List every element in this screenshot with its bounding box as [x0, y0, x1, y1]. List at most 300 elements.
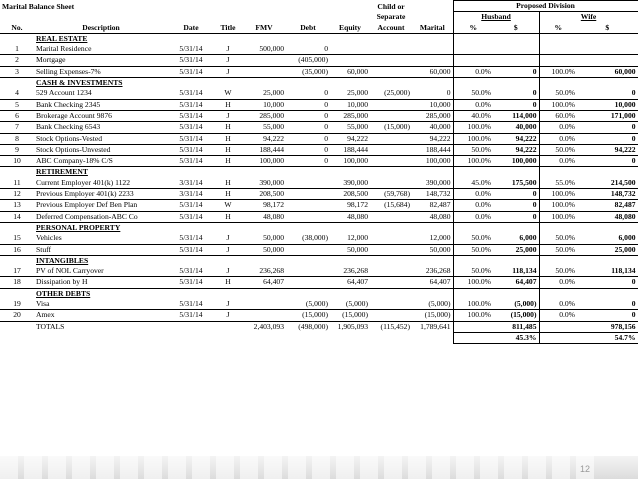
row-husband-pct: 100.0% — [453, 299, 493, 310]
row-title: H — [214, 133, 242, 144]
row-title: H — [214, 156, 242, 167]
row-wife-pct: 100.0% — [539, 200, 577, 211]
percent-row — [0, 332, 638, 343]
row-fmv: 50,000 — [242, 244, 286, 255]
row-debt: 0 — [286, 44, 330, 55]
row-number: 1 — [0, 44, 34, 55]
row-title: J — [214, 233, 242, 244]
row-title: H — [214, 122, 242, 133]
row-date: 5/31/14 — [168, 122, 214, 133]
row-debt: 0 — [286, 144, 330, 155]
row-description: 529 Account 1234 — [34, 88, 168, 99]
row-number: 11 — [0, 178, 34, 189]
row-husband-pct: 50.0% — [453, 266, 493, 277]
row-title: H — [214, 178, 242, 189]
row-separate-account — [370, 178, 412, 189]
totals-wife-amount: 978,156 — [577, 321, 638, 332]
row-separate-account — [370, 110, 412, 121]
section-heading: RETIREMENT — [36, 167, 88, 177]
row-title: J — [214, 66, 242, 77]
row-husband-pct: 50.0% — [453, 244, 493, 255]
table-row — [0, 110, 638, 121]
row-description: Bank Checking 2345 — [34, 99, 168, 110]
row-wife-pct: 0.0% — [539, 122, 577, 133]
table-row — [0, 299, 638, 310]
row-separate-account: (59,768) — [370, 189, 412, 200]
row-title: H — [214, 99, 242, 110]
row-husband-pct: 50.0% — [453, 88, 493, 99]
row-description: Deferred Compensation-ABC Co — [34, 211, 168, 222]
row-date: 5/31/14 — [168, 66, 214, 77]
row-debt — [286, 200, 330, 211]
row-marital: (5,000) — [412, 299, 453, 310]
header-title: Title — [214, 23, 242, 34]
header-no: No. — [0, 23, 34, 34]
row-separate-account — [370, 244, 412, 255]
row-husband-amount: 94,222 — [493, 144, 539, 155]
row-marital: 285,000 — [412, 110, 453, 121]
row-husband-amount: 40,000 — [493, 122, 539, 133]
table-row — [0, 122, 638, 133]
row-date: 5/31/14 — [168, 144, 214, 155]
row-wife-amount — [577, 44, 638, 55]
row-fmv: 208,500 — [242, 189, 286, 200]
totals-equity: 1,905,093 — [337, 322, 369, 332]
row-separate-account — [370, 211, 412, 222]
header-fmv: FMV — [242, 23, 286, 34]
row-marital: 100,000 — [412, 156, 453, 167]
row-fmv — [242, 66, 286, 77]
row-date: 5/31/14 — [168, 277, 214, 288]
header-wife-pct: % — [539, 23, 577, 34]
row-marital: 40,000 — [412, 122, 453, 133]
row-debt: (38,000) — [286, 233, 330, 244]
sheet-title: Marital Balance Sheet — [2, 1, 75, 11]
row-title: J — [214, 266, 242, 277]
row-wife-amount: 0 — [577, 122, 638, 133]
table-row — [0, 178, 638, 189]
totals-marital: 1,789,641 — [412, 321, 453, 332]
row-separate-account — [370, 66, 412, 77]
row-husband-pct: 0.0% — [453, 189, 493, 200]
row-number: 10 — [0, 156, 34, 167]
header-separate: Separate — [376, 12, 406, 22]
row-husband-amount: 94,222 — [493, 133, 539, 144]
row-number: 9 — [0, 144, 34, 155]
row-husband-amount: 0 — [493, 200, 539, 211]
row-number: 4 — [0, 88, 34, 99]
row-fmv: 55,000 — [242, 122, 286, 133]
row-number: 19 — [0, 299, 34, 310]
row-marital: 10,000 — [412, 99, 453, 110]
table-row — [0, 133, 638, 144]
row-fmv: 48,080 — [242, 211, 286, 222]
row-fmv: 100,000 — [242, 156, 286, 167]
row-description: Vehicles — [34, 233, 168, 244]
row-title: W — [214, 200, 242, 211]
row-separate-account — [370, 44, 412, 55]
header-marital: Marital — [412, 23, 453, 34]
wife-percent: 54.7% — [539, 332, 638, 343]
row-husband-amount — [493, 55, 539, 66]
section-heading: CASH & INVESTMENTS — [36, 78, 123, 88]
row-equity: 100,000 — [330, 156, 370, 167]
row-marital: 0 — [412, 88, 453, 99]
section-heading: REAL ESTATE — [36, 33, 88, 43]
totals-husband-amount: 811,485 — [493, 321, 539, 332]
row-wife-pct: 0.0% — [539, 133, 577, 144]
row-debt — [286, 189, 330, 200]
row-separate-account — [370, 266, 412, 277]
row-date: 5/31/14 — [168, 110, 214, 121]
header-debt: Debt — [286, 23, 330, 34]
row-marital: 94,222 — [412, 133, 453, 144]
row-date: 3/31/14 — [168, 189, 214, 200]
row-separate-account — [370, 310, 412, 321]
row-equity: 64,407 — [330, 277, 370, 288]
row-marital: 188,444 — [412, 144, 453, 155]
row-debt: 0 — [286, 122, 330, 133]
table-row — [0, 156, 638, 167]
row-husband-amount: 100,000 — [493, 156, 539, 167]
section-heading-row — [0, 255, 638, 266]
row-equity: 10,000 — [330, 99, 370, 110]
row-equity: 48,080 — [330, 211, 370, 222]
header-husband-amount: $ — [493, 23, 539, 34]
sheet-body — [0, 1, 638, 34]
row-husband-pct: 45.0% — [453, 178, 493, 189]
row-wife-pct: 0.0% — [539, 277, 577, 288]
row-debt: 0 — [286, 88, 330, 99]
row-equity: 208,500 — [330, 189, 370, 200]
row-husband-pct: 0.0% — [453, 66, 493, 77]
table-row — [0, 88, 638, 99]
row-description: Previous Employer 401(k) 2233 — [34, 189, 168, 200]
header-wife: Wife — [539, 12, 638, 23]
row-fmv: 390,000 — [242, 178, 286, 189]
row-wife-pct: 55.0% — [539, 178, 577, 189]
row-description: Dissipation by H — [34, 277, 168, 288]
row-husband-amount: (5,000) — [493, 299, 539, 310]
section-heading: INTANGIBLES — [36, 255, 89, 265]
row-marital — [412, 55, 453, 66]
row-marital: 48,080 — [412, 211, 453, 222]
header-equity: Equity — [330, 23, 370, 34]
row-number: 2 — [0, 55, 34, 66]
row-title: H — [214, 144, 242, 155]
row-date: 5/31/14 — [168, 244, 214, 255]
row-date: 5/31/14 — [168, 266, 214, 277]
row-separate-account — [370, 144, 412, 155]
row-husband-pct: 100.0% — [453, 277, 493, 288]
row-description: Visa — [34, 299, 168, 310]
row-wife-pct: 50.0% — [539, 266, 577, 277]
row-husband-amount: (15,000) — [493, 310, 539, 321]
totals-row — [0, 321, 638, 332]
row-husband-pct: 0.0% — [453, 211, 493, 222]
row-wife-pct: 50.0% — [539, 244, 577, 255]
row-wife-amount: 6,000 — [577, 233, 638, 244]
row-husband-pct: 0.0% — [453, 99, 493, 110]
row-wife-amount: 94,222 — [577, 144, 638, 155]
row-description: Brokerage Account 9876 — [34, 110, 168, 121]
row-equity — [330, 55, 370, 66]
row-husband-pct: 50.0% — [453, 233, 493, 244]
row-wife-amount: 171,000 — [577, 110, 638, 121]
row-wife-pct: 100.0% — [539, 189, 577, 200]
row-description: PV of NOL Carryover — [34, 266, 168, 277]
row-date: 3/31/14 — [168, 178, 214, 189]
row-husband-amount — [493, 44, 539, 55]
row-equity: 60,000 — [330, 66, 370, 77]
row-wife-amount: 214,500 — [577, 178, 638, 189]
row-wife-amount: 82,487 — [577, 200, 638, 211]
row-husband-amount: 25,000 — [493, 244, 539, 255]
row-equity — [330, 44, 370, 55]
table-row — [0, 277, 638, 288]
row-title: J — [214, 55, 242, 66]
section-heading: PERSONAL PROPERTY — [36, 222, 121, 232]
row-date: 5/31/14 — [168, 99, 214, 110]
section-heading-row — [0, 33, 638, 44]
row-equity: 285,000 — [330, 110, 370, 121]
row-marital: 50,000 — [412, 244, 453, 255]
row-wife-amount: 0 — [577, 299, 638, 310]
row-separate-account — [370, 55, 412, 66]
row-description: Stock Options-Unvested — [34, 144, 168, 155]
row-husband-pct: 100.0% — [453, 122, 493, 133]
row-debt: 0 — [286, 133, 330, 144]
row-separate-account: (15,000) — [370, 122, 412, 133]
row-husband-amount: 0 — [493, 66, 539, 77]
row-description: Current Employer 401(k) 1122 — [34, 178, 168, 189]
header-proposed-division: Proposed Division — [453, 1, 638, 12]
row-husband-amount: 0 — [493, 211, 539, 222]
section-heading-row — [0, 78, 638, 89]
row-number: 5 — [0, 99, 34, 110]
row-debt: (15,000) — [286, 310, 330, 321]
row-husband-amount: 118,134 — [493, 266, 539, 277]
row-debt — [286, 244, 330, 255]
row-wife-pct: 100.0% — [539, 66, 577, 77]
header-account: Account — [370, 23, 412, 34]
row-fmv: 236,268 — [242, 266, 286, 277]
row-debt: (405,000) — [286, 55, 330, 66]
row-title: H — [214, 211, 242, 222]
section-heading-row — [0, 167, 638, 178]
row-number: 20 — [0, 310, 34, 321]
table-row — [0, 244, 638, 255]
row-equity: 12,000 — [330, 233, 370, 244]
table-row — [0, 266, 638, 277]
row-wife-pct — [539, 55, 577, 66]
row-fmv — [242, 310, 286, 321]
row-description: Bank Checking 6543 — [34, 122, 168, 133]
header-husband-pct: % — [453, 23, 493, 34]
row-husband-pct: 50.0% — [453, 144, 493, 155]
row-wife-pct: 0.0% — [539, 156, 577, 167]
row-husband-amount: 175,500 — [493, 178, 539, 189]
row-husband-pct: 100.0% — [453, 133, 493, 144]
row-date: 5/31/14 — [168, 310, 214, 321]
row-debt: 0 — [286, 99, 330, 110]
row-wife-amount: 0 — [577, 133, 638, 144]
row-equity: (15,000) — [330, 310, 370, 321]
row-wife-pct: 0.0% — [539, 310, 577, 321]
row-husband-amount: 64,407 — [493, 277, 539, 288]
row-husband-pct: 100.0% — [453, 310, 493, 321]
row-number: 17 — [0, 266, 34, 277]
row-number: 12 — [0, 189, 34, 200]
row-separate-account — [370, 299, 412, 310]
row-title: J — [214, 310, 242, 321]
row-date: 5/31/14 — [168, 211, 214, 222]
row-marital: 12,000 — [412, 233, 453, 244]
section-heading-row — [0, 288, 638, 299]
totals-label: TOTALS — [36, 322, 65, 332]
row-husband-amount: 114,000 — [493, 110, 539, 121]
row-separate-account — [370, 277, 412, 288]
row-debt — [286, 277, 330, 288]
husband-percent: 45.3% — [453, 332, 539, 343]
row-debt: 0 — [286, 110, 330, 121]
row-number: 3 — [0, 66, 34, 77]
totals-fmv: 2,403,093 — [253, 322, 285, 332]
row-debt — [286, 266, 330, 277]
row-wife-pct: 60.0% — [539, 110, 577, 121]
row-husband-amount: 6,000 — [493, 233, 539, 244]
row-wife-pct: 100.0% — [539, 211, 577, 222]
table-row — [0, 55, 638, 66]
row-equity: 50,000 — [330, 244, 370, 255]
row-equity: (5,000) — [330, 299, 370, 310]
row-fmv: 25,000 — [242, 88, 286, 99]
row-number: 16 — [0, 244, 34, 255]
row-wife-amount: 10,000 — [577, 99, 638, 110]
row-marital: 60,000 — [412, 66, 453, 77]
row-debt: 0 — [286, 156, 330, 167]
row-wife-pct: 50.0% — [539, 144, 577, 155]
table-row — [0, 144, 638, 155]
totals-debt: (498,000) — [298, 322, 329, 332]
row-marital: 82,487 — [412, 200, 453, 211]
row-title: J — [214, 110, 242, 121]
page-number: 12 — [580, 464, 591, 474]
row-husband-amount: 0 — [493, 189, 539, 200]
row-equity: 390,000 — [330, 178, 370, 189]
row-fmv: 98,172 — [242, 200, 286, 211]
row-title: H — [214, 277, 242, 288]
table-row — [0, 99, 638, 110]
row-wife-pct: 50.0% — [539, 88, 577, 99]
row-fmv: 64,407 — [242, 277, 286, 288]
row-fmv: 10,000 — [242, 99, 286, 110]
table-row — [0, 44, 638, 55]
row-description: Stuff — [34, 244, 168, 255]
row-equity: 98,172 — [330, 200, 370, 211]
table-row — [0, 233, 638, 244]
bottom-fade — [0, 456, 638, 479]
header-child-or: Child or — [377, 1, 405, 11]
row-fmv: 188,444 — [242, 144, 286, 155]
row-date: 5/31/14 — [168, 88, 214, 99]
row-husband-pct — [453, 44, 493, 55]
row-separate-account: (15,684) — [370, 200, 412, 211]
header-husband: Husband — [453, 12, 539, 23]
row-equity: 94,222 — [330, 133, 370, 144]
row-fmv: 50,000 — [242, 233, 286, 244]
row-husband-pct: 0.0% — [453, 200, 493, 211]
row-husband-pct: 100.0% — [453, 156, 493, 167]
row-marital: 148,732 — [412, 189, 453, 200]
header-date: Date — [168, 23, 214, 34]
table-row — [0, 200, 638, 211]
row-husband-pct: 40.0% — [453, 110, 493, 121]
row-husband-amount: 0 — [493, 88, 539, 99]
table-row — [0, 66, 638, 77]
row-wife-amount: 0 — [577, 310, 638, 321]
row-date: 5/31/14 — [168, 299, 214, 310]
row-description: Stock Options-Vested — [34, 133, 168, 144]
row-wife-pct — [539, 44, 577, 55]
row-debt — [286, 211, 330, 222]
row-wife-amount: 0 — [577, 277, 638, 288]
section-heading: OTHER DEBTS — [36, 288, 91, 298]
row-equity: 25,000 — [330, 88, 370, 99]
row-number: 15 — [0, 233, 34, 244]
row-wife-amount: 148,732 — [577, 189, 638, 200]
row-number: 13 — [0, 200, 34, 211]
row-title: J — [214, 299, 242, 310]
row-date: 5/31/14 — [168, 133, 214, 144]
row-date: 5/31/14 — [168, 156, 214, 167]
row-marital: 236,268 — [412, 266, 453, 277]
row-fmv: 285,000 — [242, 110, 286, 121]
row-title: J — [214, 44, 242, 55]
row-number: 8 — [0, 133, 34, 144]
row-equity: 188,444 — [330, 144, 370, 155]
row-description: Selling Expenses-7% — [34, 66, 168, 77]
row-wife-amount: 60,000 — [577, 66, 638, 77]
row-number: 14 — [0, 211, 34, 222]
totals-body — [0, 321, 638, 344]
row-wife-amount: 118,134 — [577, 266, 638, 277]
table-row — [0, 189, 638, 200]
row-description: Marital Residence — [34, 44, 168, 55]
row-title: H — [214, 189, 242, 200]
row-description: Mortgage — [34, 55, 168, 66]
row-date: 5/31/14 — [168, 44, 214, 55]
row-description: Amex — [34, 310, 168, 321]
row-wife-amount: 48,080 — [577, 211, 638, 222]
row-number: 7 — [0, 122, 34, 133]
header-description: Description — [34, 23, 168, 34]
row-fmv: 500,000 — [242, 44, 286, 55]
row-number: 18 — [0, 277, 34, 288]
row-separate-account — [370, 99, 412, 110]
row-wife-amount — [577, 55, 638, 66]
row-equity: 55,000 — [330, 122, 370, 133]
row-husband-pct — [453, 55, 493, 66]
table-row — [0, 211, 638, 222]
row-separate-account — [370, 233, 412, 244]
row-number: 6 — [0, 110, 34, 121]
row-title: W — [214, 88, 242, 99]
row-description: ABC Company-18% C/S — [34, 156, 168, 167]
row-date: 5/31/14 — [168, 200, 214, 211]
row-fmv — [242, 55, 286, 66]
section-heading-row — [0, 222, 638, 233]
